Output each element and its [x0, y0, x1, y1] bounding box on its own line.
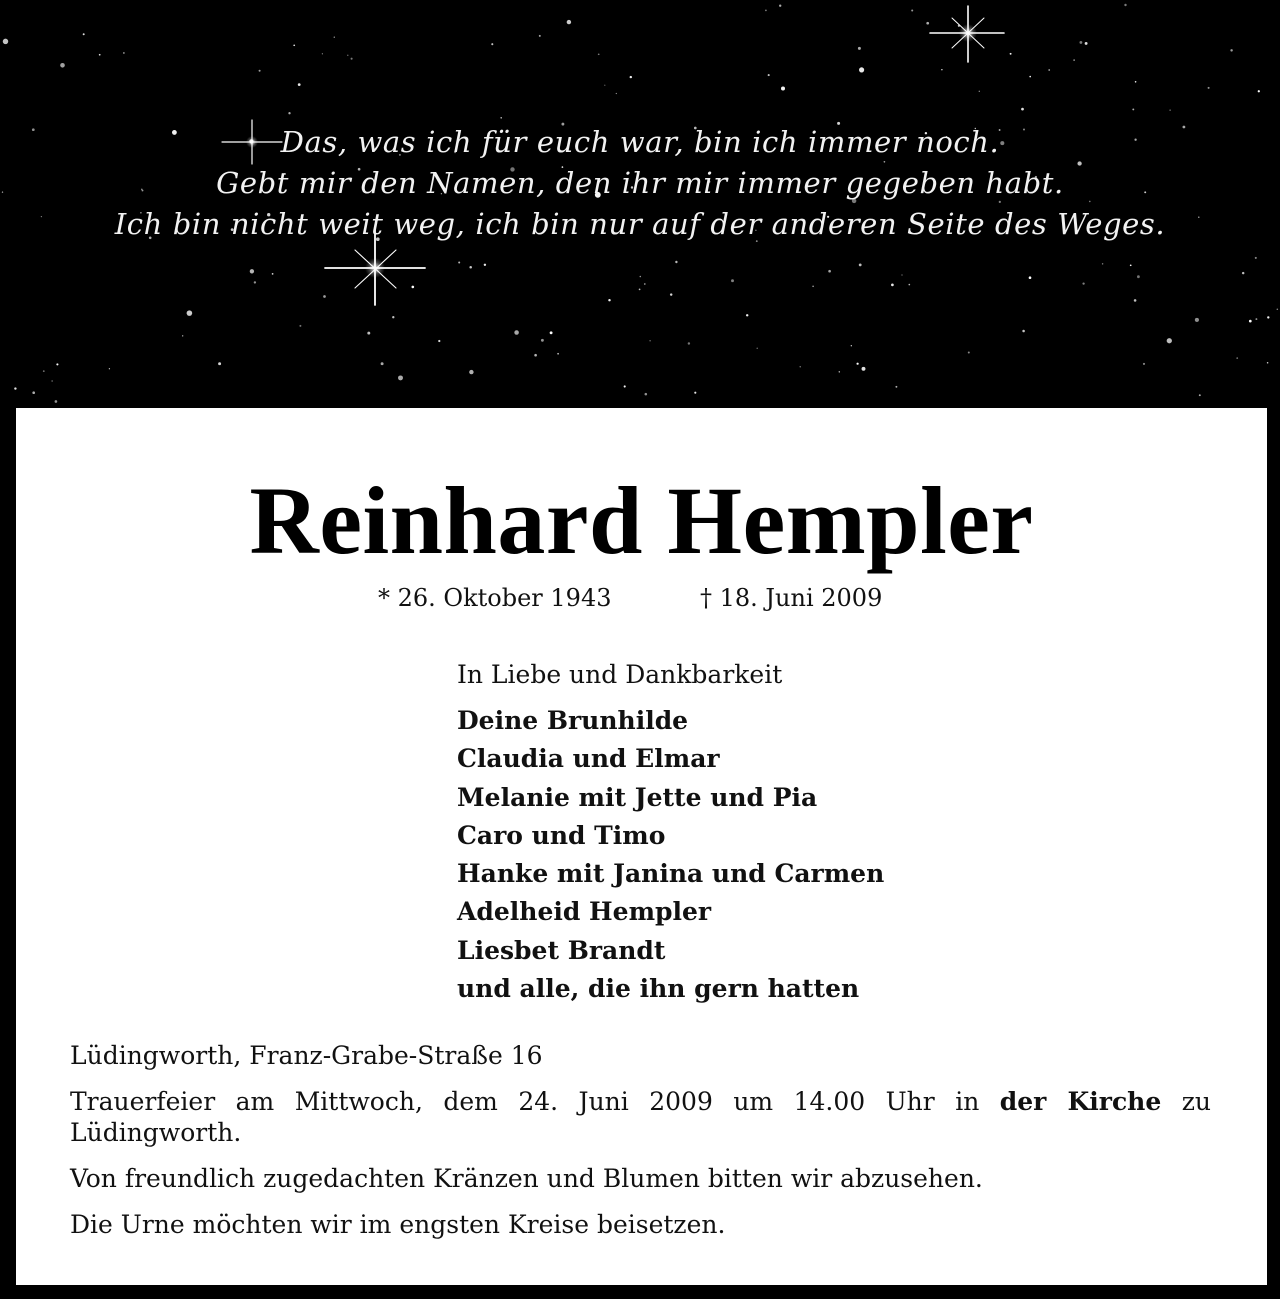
- urn-note: Die Urne möchten wir im engsten Kreise beisetzen.: [70, 1210, 726, 1239]
- star-dot: [781, 87, 785, 91]
- star-dot: [694, 392, 696, 394]
- star-dot: [1085, 42, 1088, 45]
- star-dot: [895, 386, 897, 388]
- star-dot: [32, 391, 35, 394]
- star-dot: [1124, 4, 1126, 6]
- star-dot: [514, 330, 519, 335]
- star-dot: [299, 325, 301, 327]
- star-dot: [438, 340, 440, 342]
- star-dot: [1102, 263, 1103, 264]
- star-dot: [500, 117, 502, 119]
- star-dot: [484, 264, 486, 266]
- star-dot: [567, 20, 571, 24]
- star-dot: [1010, 53, 1012, 55]
- star-dot: [123, 52, 124, 53]
- star-dot: [1135, 81, 1137, 83]
- star-dot: [598, 53, 600, 55]
- service-text-end: zu Lüdingworth.: [70, 1087, 1211, 1147]
- star-dot: [640, 276, 642, 278]
- star-dot: [293, 44, 295, 46]
- star-dot: [259, 70, 261, 72]
- mourners-list: [457, 658, 884, 1008]
- star-dot: [1029, 276, 1032, 279]
- star-dot: [1236, 357, 1238, 359]
- star-dot: [1267, 316, 1269, 318]
- star-dot: [469, 266, 472, 269]
- mourner-name: Liesbet Brandt: [457, 935, 666, 965]
- star-dot: [541, 339, 544, 342]
- star-dot: [608, 299, 610, 301]
- star-dot: [288, 112, 290, 114]
- star-dot: [1208, 87, 1210, 89]
- star-dot: [630, 76, 632, 78]
- star-dot: [675, 261, 677, 263]
- star-dot: [839, 371, 840, 372]
- address: Lüdingworth, Franz-Grabe-Straße 16: [70, 1041, 543, 1070]
- poem-line: Ich bin nicht weit weg, ich bin nur auf der anderen Seite des Weges.: [114, 207, 1166, 241]
- mourner-name: Adelheid Hempler: [457, 897, 712, 927]
- star-dot: [1021, 108, 1024, 111]
- star-dot: [254, 281, 256, 283]
- star-dot: [250, 269, 254, 273]
- star-dot: [901, 274, 902, 275]
- star-dot: [1137, 275, 1140, 278]
- service-place: der Kirche: [999, 1087, 1162, 1116]
- poem-line: Das, was ich für euch war, bin ich immer noch.: [280, 125, 1000, 159]
- star-dot: [1132, 108, 1134, 110]
- birth-date: * 26. Oktober 1943: [378, 584, 612, 612]
- star-dot: [645, 393, 648, 396]
- star-dot: [1249, 320, 1252, 323]
- star-dot: [851, 345, 852, 346]
- star-dot: [859, 67, 864, 72]
- star-dot: [14, 387, 16, 389]
- star-dot: [1048, 69, 1050, 71]
- star-dot: [746, 314, 748, 316]
- star-dot: [392, 316, 394, 318]
- star-dot: [639, 289, 641, 291]
- star-dot: [55, 400, 58, 403]
- star-dot: [187, 310, 193, 316]
- star-dot: [298, 83, 301, 86]
- star-dot: [557, 353, 559, 355]
- star-dot: [550, 331, 553, 334]
- star-dot: [323, 295, 326, 298]
- mourner-name: und alle, die ihn gern hatten: [457, 974, 860, 1004]
- poem: [0, 122, 1280, 245]
- star-dot: [891, 284, 894, 287]
- star-dot: [99, 54, 101, 56]
- mourner-name: Deine Brunhilde: [457, 706, 689, 735]
- star-dot: [1230, 49, 1232, 51]
- star-dot: [859, 264, 862, 267]
- star-dot: [911, 9, 913, 11]
- star-dot: [968, 351, 970, 353]
- funeral-service: [70, 1086, 1211, 1148]
- service-text: Trauerfeier am Mittwoch, dem 24. Juni 2009 um 14.00 Uhr in: [70, 1087, 1000, 1116]
- star-dot: [862, 367, 866, 371]
- star-dot: [1277, 309, 1279, 311]
- star-dot: [272, 273, 274, 275]
- star-dot: [534, 354, 537, 357]
- starry-sky-header: [0, 0, 1280, 408]
- star-dot: [1134, 299, 1137, 302]
- star-dot: [3, 39, 8, 44]
- star-dot: [182, 335, 183, 336]
- star-dot: [979, 91, 980, 92]
- flowers-note: Von freundlich zugedachten Kränzen und Blumen bitten wir abzusehen.: [70, 1164, 983, 1193]
- star-dot: [649, 340, 650, 341]
- star-dot: [1022, 330, 1025, 333]
- notice-panel: [16, 408, 1267, 1285]
- star-dot: [1199, 394, 1201, 396]
- poem-line: Gebt mir den Namen, den ihr mir immer gegeben habt.: [216, 166, 1064, 200]
- star-dot: [1167, 338, 1172, 343]
- star-dot: [670, 293, 672, 295]
- star-dot: [51, 380, 52, 381]
- star-dot: [1195, 318, 1199, 322]
- star-dot: [351, 58, 353, 60]
- mourner-name: Claudia und Elmar: [457, 744, 720, 774]
- star-dot: [624, 385, 626, 387]
- star-dot: [616, 93, 617, 94]
- star-dot: [909, 284, 911, 286]
- mourners-intro: In Liebe und Dankbarkeit: [457, 660, 783, 689]
- star-dot: [539, 35, 541, 37]
- star-dot: [1079, 41, 1082, 44]
- star-dot: [731, 279, 734, 282]
- star-dot: [109, 368, 110, 369]
- star-dot: [768, 74, 770, 76]
- star-dot: [688, 342, 690, 344]
- star-dot: [1255, 257, 1257, 259]
- star-dot: [367, 332, 370, 335]
- star-dot: [604, 85, 605, 86]
- star-dot: [43, 370, 45, 372]
- star-dot: [1143, 363, 1145, 365]
- star-dot: [828, 270, 831, 273]
- star-dot: [469, 370, 473, 374]
- star-dot: [458, 261, 460, 263]
- star-dot: [926, 22, 929, 25]
- death-date: † 18. Juni 2009: [700, 584, 883, 612]
- star-dot: [218, 362, 221, 365]
- mourner-name: Hanke mit Janina und Carmen: [457, 859, 885, 889]
- star-dot: [765, 10, 767, 12]
- notice-details: [70, 1040, 1211, 1255]
- star-dot: [812, 286, 814, 288]
- star-dot: [60, 63, 65, 68]
- star-dot: [411, 286, 414, 289]
- star-dot: [1169, 109, 1170, 110]
- star-dot: [1130, 264, 1132, 266]
- star-dot: [322, 53, 323, 54]
- star-dot: [1242, 272, 1244, 274]
- star-dot: [398, 375, 403, 380]
- sparkle-star: [930, 6, 1004, 62]
- star-dot: [757, 348, 758, 349]
- star-dot: [56, 363, 58, 365]
- star-dot: [1258, 90, 1260, 92]
- star-dot: [334, 37, 335, 38]
- mourner-name: Caro und Timo: [457, 820, 666, 850]
- star-dot: [491, 43, 493, 45]
- star-dot: [83, 33, 85, 35]
- mourner-name: Melanie mit Jette und Pia: [457, 782, 818, 812]
- star-dot: [644, 283, 646, 285]
- star-dot: [941, 69, 942, 70]
- star-dot: [1073, 59, 1074, 60]
- star-dot: [858, 47, 861, 50]
- star-dot: [800, 366, 801, 367]
- star-dot: [1267, 362, 1269, 364]
- deceased-name: Reinhard Hempler: [249, 467, 1034, 574]
- star-dot: [779, 5, 781, 7]
- star-dot: [1255, 318, 1257, 320]
- star-dot: [347, 55, 348, 56]
- star-dot: [1029, 76, 1031, 78]
- star-dot: [381, 362, 384, 365]
- star-dot: [1082, 282, 1084, 284]
- star-dot: [856, 363, 858, 365]
